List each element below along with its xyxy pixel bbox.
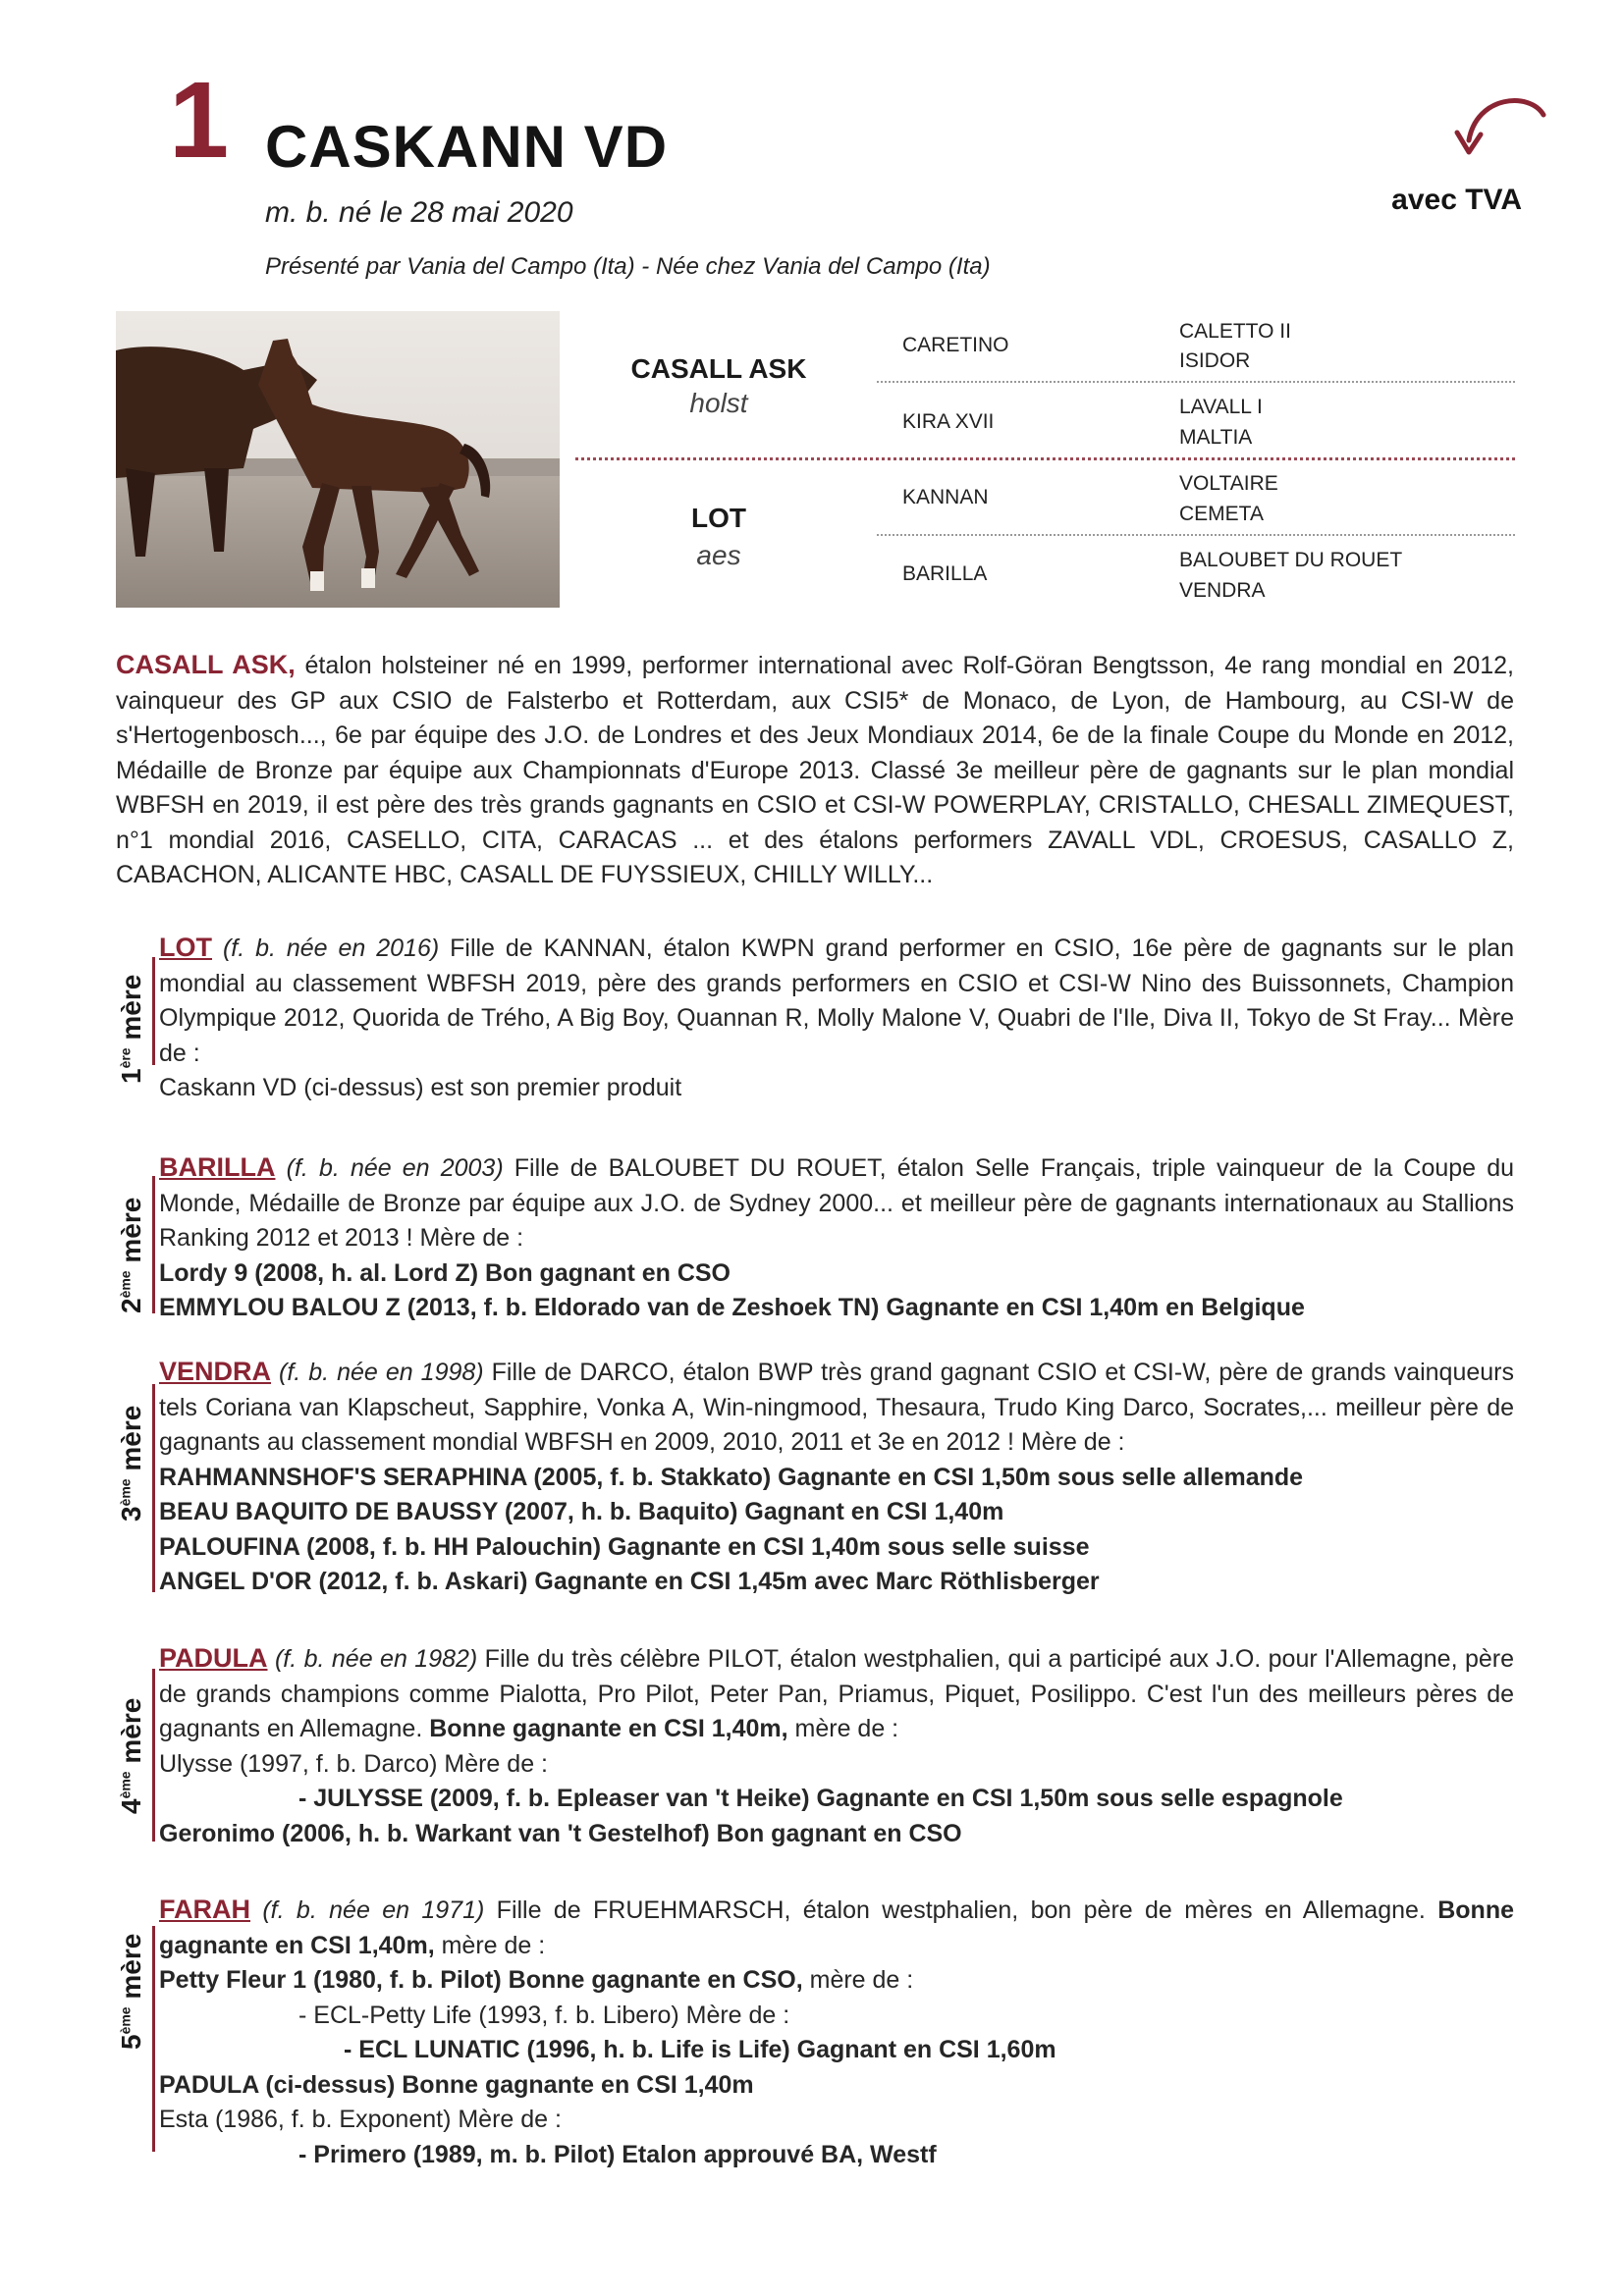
pedigree-grandparent: BARILLA [902,562,988,585]
generation-label: 5ème mère [116,1933,146,2050]
generation-4-text: PADULA (f. b. née en 1982) Fille du très célèbre PILOT, étalon westphalien, qui a participé aux J.O. pour l'Allemagne, père de grands champions comme Pialotta, Pro Pilot, Peter Pan, Priamus, Piquet, Posilippo. C'est l'un des meilleurs pères de gagnants en Allemagne. Bonne gagnante en CSI 1,40m, mère de : [159,1643,1515,1742]
offspring-line: EMMYLOU BALOU Z (2013, f. b. Eldorado van de Zeshoek TN) Gagnante en CSI 1,40m en Belgique [159,1294,1305,1321]
pedigree-great-grandparent: CEMETA [1179,503,1264,525]
generation-1-block [159,931,1514,1106]
pedigree-great-grandparent: BALOUBET DU ROUET [1179,549,1403,571]
offspring-line: PADULA (ci-dessus) Bonne gagnante en CSI 1,40m [159,2070,754,2099]
offspring-line: PALOUFINA (2008, f. b. HH Palouchin) Gagnante en CSI 1,40m sous selle suisse [159,1532,1090,1561]
generation-bar [152,1384,155,1592]
generation-label: 2ème mère [116,1197,146,1313]
generation-5-block [159,1893,1514,2172]
presenter-line: Présenté par Vania del Campo (Ita) - Née chez Vania del Campo (Ita) [265,253,991,280]
offspring-line: Ulysse (1997, f. b. Darco) Mère de : [159,1749,548,1778]
generation-5-text: FARAH (f. b. née en 1971) Fille de FRUEHMARSCH, étalon westphalien, bon père de mères en Allemagne. Bonne gagnante en CSI 1,40m, mère de : [159,1895,1514,1959]
offspring-line: - JULYSSE (2009, f. b. Epleaser van 't Heike) Gagnante en CSI 1,50m sous selle espagnole [298,1785,1343,1812]
sire-description [116,648,1514,893]
pedigree-sire-name: CASALL ASK [630,353,807,384]
pedigree-grandparent: KANNAN [902,486,989,508]
lot-number: 1 [169,60,230,181]
pedigree-great-grandparent: MALTIA [1179,426,1253,449]
offspring-line: Geronimo (2006, h. b. Warkant van 't Gestelhof) Bon gagnant en CSO [159,1819,962,1847]
curved-arrow-icon [1434,93,1551,172]
pedigree-dam-name: LOT [691,503,746,533]
generation-bar [152,957,155,1065]
generation-label: 3ème mère [116,1405,146,1522]
pedigree-grandparent: KIRA XVII [902,410,995,433]
offspring-line: RAHMANNSHOF'S SERAPHINA (2005, f. b. Stakkato) Gagnante en CSI 1,50m sous selle allemande [159,1463,1304,1491]
horse-photo [116,311,560,608]
offspring-line: Caskann VD (ci-dessus) est son premier produit [159,1074,682,1101]
pedigree-divider [877,381,1515,383]
pedigree-grandparent: CARETINO [902,334,1009,356]
horse-name: CASKANN VD [265,114,669,180]
generation-2-text: BARILLA (f. b. née en 2003) Fille de BALOUBET DU ROUET, étalon Selle Français, triple vainqueur de la Coupe du Monde, Médaille de Bronze par équipe aux J.O. de Sydney 2000... et meilleur père de gagnants internationaux au Stallions Ranking 2012 et 2013 ! Mère de : [159,1152,1515,1252]
pedigree-sire-breed: holst [689,388,748,418]
horse-photo-icon [116,311,560,608]
pedigree-great-grandparent: VENDRA [1179,579,1266,602]
generation-label: 4ème mère [116,1697,146,1814]
pedigree-divider [877,534,1515,536]
offspring-line: ANGEL D'OR (2012, f. b. Askari) Gagnante en CSI 1,45m avec Marc Röthlisberger [159,1568,1100,1595]
sire-name-highlight: CASALL ASK, [116,650,296,679]
generation-2-block [159,1150,1514,1326]
generation-1-text: LOT (f. b. née en 2016) Fille de KANNAN, étalon KWPN grand performer en CSIO, 16e père de gagnants sur le plan mondial au classement WBFSH 2019, père des grands performers en CSIO et CSI-W Nino des Buissonnets, Champion Olympique 2012, Quorida de Trého, A Big Boy, Quannan R, Molly Malone V, Quabri de l'Ile, Diva II, Tokyo de St Fray... Mère de : [159,933,1514,1067]
generation-3-block [159,1355,1514,1600]
tva-label: avec TVA [1391,184,1522,216]
offspring-line: - Primero (1989, m. b. Pilot) Etalon approuvé BA, Westf [298,2140,937,2168]
offspring-line: BEAU BAQUITO DE BAUSSY (2007, h. b. Baquito) Gagnant en CSI 1,40m [159,1498,1004,1525]
pedigree-great-grandparent: VOLTAIRE [1179,472,1278,495]
pedigree-great-grandparent: CALETTO II [1179,320,1291,343]
pedigree-divider-main [575,457,1515,460]
horse-description: m. b. né le 28 mai 2020 [265,196,573,229]
generation-bar [152,1669,155,1842]
offspring-line: Lordy 9 (2008, h. al. Lord Z) Bon gagnant en CSO [159,1258,731,1287]
offspring-line: - ECL-Petty Life (1993, f. b. Libero) Mère de : [298,2001,790,2029]
generation-bar [152,1176,155,1313]
generation-4-block [159,1641,1514,1851]
generation-label: 1ère mère [116,974,146,1084]
sire-description-text: étalon holsteiner né en 1999, performer international avec Rolf-Göran Bengtsson, 4e rang mondial en 2012, vainqueur des GP aux CSIO de Falsterbo et Rotterdam, aux CSI5* de Monaco, de Lyon, de Hambourg, au CSI-W de s'Hertogenbosch..., 6e par équipe des J.O. de Londres et des Jeux Mondiaux 2014, 6e de la finale Coupe du Monde en 2012, Médaille de Bronze par équipe aux Championnats d'Europe 2013. Classé 3e meilleur père de gagnants sur le plan mondial WBFSH en 2019, il est père des très grands gagnants en CSIO et CSI-W POWERPLAY, CRISTALLO, CHESALL ZIMEQUEST, n°1 mondial 2016, CASELLO, CITA, CARACAS ... et des étalons performers ZAVALL VDL, CROESUS, CASALLO Z, CABACHON, ALICANTE HBC, CASALL DE FUYSSIEUX, CHILLY WILLY... [116,652,1514,888]
offspring-line: Petty Fleur 1 (1980, f. b. Pilot) Bonne gagnante en CSO, mère de : [159,1966,914,1994]
generation-bar [152,1926,155,2152]
pedigree-great-grandparent: LAVALL I [1179,396,1263,418]
pedigree-dam-breed: aes [696,540,741,570]
offspring-line: - ECL LUNATIC (1996, h. b. Life is Life) Gagnant en CSI 1,60m [344,2036,1056,2063]
offspring-line: Esta (1986, f. b. Exponent) Mère de : [159,2106,562,2133]
pedigree-great-grandparent: ISIDOR [1179,349,1251,372]
generation-3-text: VENDRA (f. b. née en 1998) Fille de DARCO, étalon BWP très grand gagnant CSIO et CSI-W, père de grands vainqueurs tels Coriana van Klapscheut, Sapphire, Vonka A, Win-ningmood, Thesaura, Trudo King Darco, Socrates,... meilleur père de gagnants au classement mondial WBFSH en 2009, 2010, 2011 et 3e en 2012 ! Mère de : [159,1357,1514,1456]
